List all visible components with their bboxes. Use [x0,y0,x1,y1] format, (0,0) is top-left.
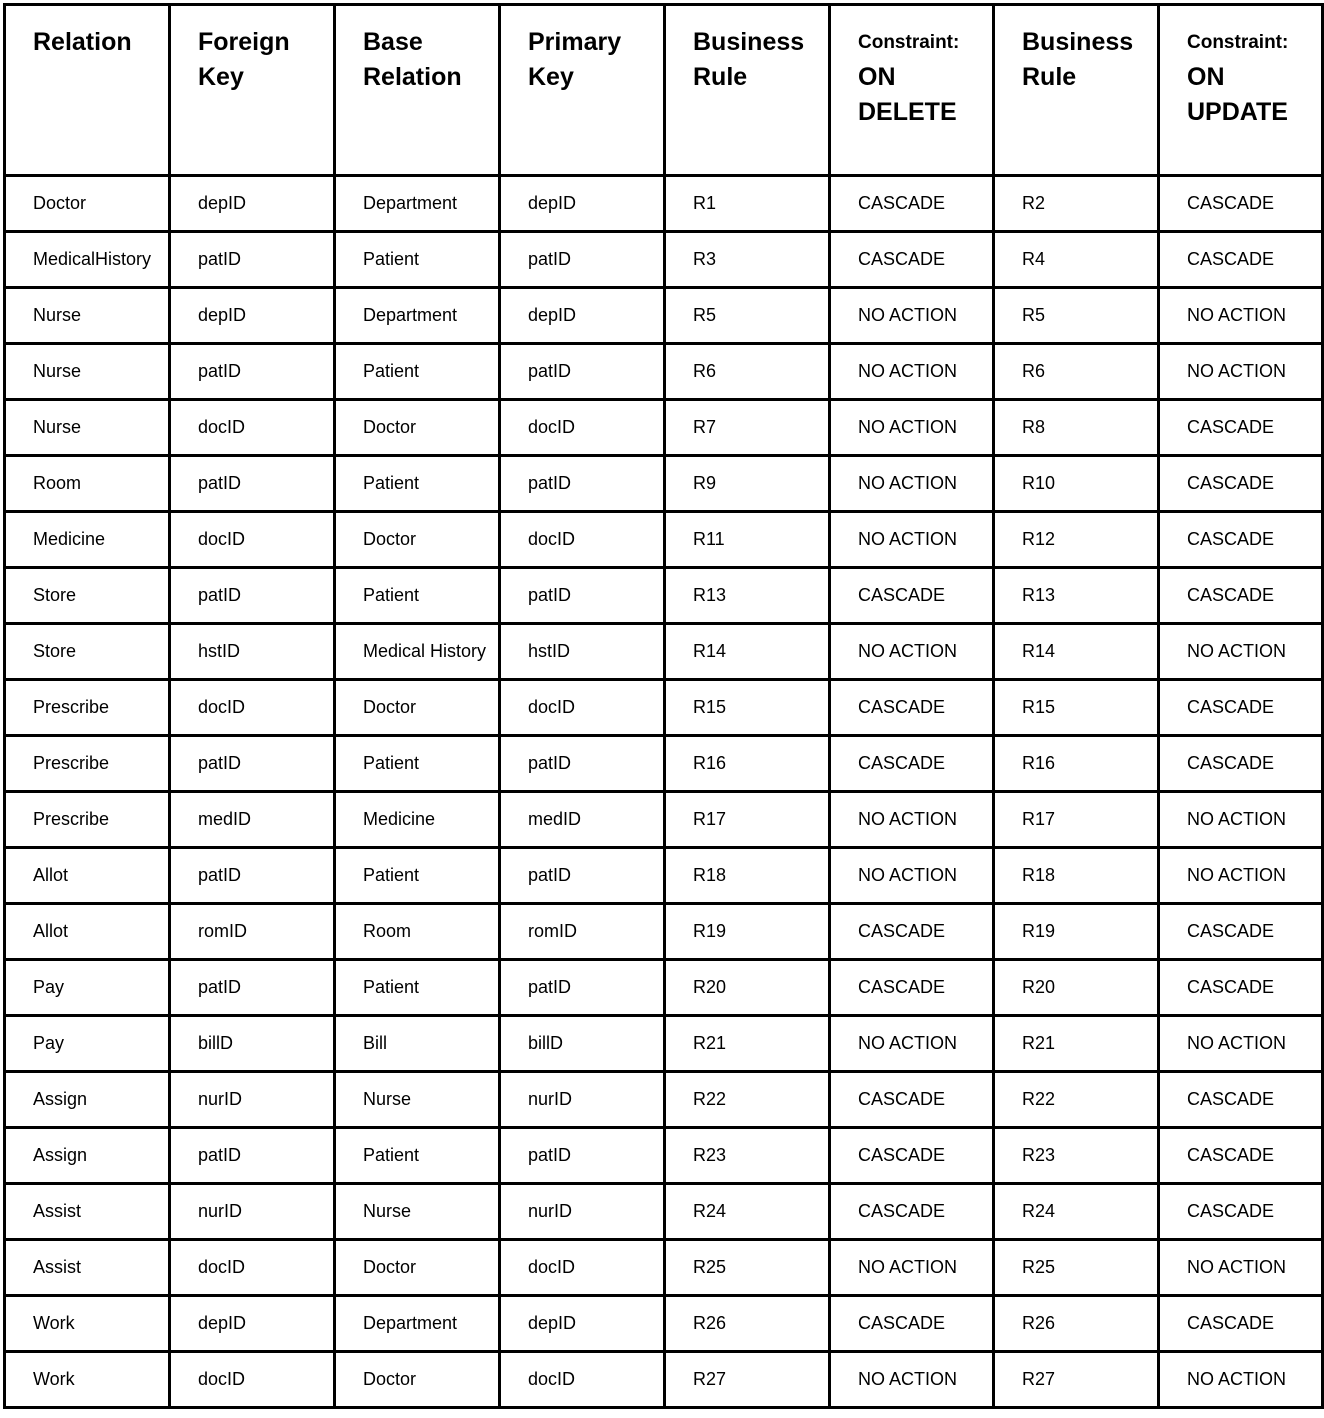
cell-business-rule-delete: R11 [665,512,830,568]
cell-base-relation: Medicine [335,792,500,848]
cell-business-rule-delete: R6 [665,344,830,400]
cell-business-rule-delete: R18 [665,848,830,904]
table-row [5,1072,1323,1128]
cell-business-rule-update: R6 [994,344,1159,400]
cell-relation: Work [5,1352,170,1408]
cell-primary-key: hstID [500,624,665,680]
cell-relation: Assign [5,1072,170,1128]
cell-on-update: CASCADE [1159,680,1323,736]
table-row [5,1240,1323,1296]
cell-business-rule-update: R27 [994,1352,1159,1408]
table-row [5,456,1323,512]
table-row [5,176,1323,232]
table-body [5,176,1323,1408]
cell-business-rule-update: R8 [994,400,1159,456]
cell-on-delete: NO ACTION [830,624,994,680]
cell-business-rule-delete: R25 [665,1240,830,1296]
cell-business-rule-delete: R23 [665,1128,830,1184]
header-foreign-key: Foreign Key [170,5,335,176]
cell-business-rule-delete: R27 [665,1352,830,1408]
cell-base-relation: Department [335,288,500,344]
cell-foreign-key: patID [170,456,335,512]
cell-foreign-key: nurID [170,1072,335,1128]
cell-base-relation: Patient [335,1128,500,1184]
cell-on-update: CASCADE [1159,456,1323,512]
cell-foreign-key: romID [170,904,335,960]
cell-relation: Medicine [5,512,170,568]
cell-on-delete: NO ACTION [830,512,994,568]
cell-business-rule-update: R26 [994,1296,1159,1352]
cell-primary-key: nurID [500,1072,665,1128]
constraint-delete-value: ON DELETE [858,63,957,126]
cell-business-rule-update: R18 [994,848,1159,904]
table-row [5,736,1323,792]
cell-base-relation: Department [335,176,500,232]
cell-relation: Room [5,456,170,512]
cell-relation: Assign [5,1128,170,1184]
cell-on-delete: NO ACTION [830,456,994,512]
cell-business-rule-update: R25 [994,1240,1159,1296]
cell-on-delete: CASCADE [830,1296,994,1352]
cell-relation: Allot [5,848,170,904]
constraint-delete-label: Constraint: [858,32,960,53]
table-row [5,344,1323,400]
cell-foreign-key: depID [170,288,335,344]
table-row [5,288,1323,344]
cell-business-rule-delete: R22 [665,1072,830,1128]
cell-business-rule-update: R15 [994,680,1159,736]
cell-business-rule-update: R17 [994,792,1159,848]
cell-foreign-key: patID [170,568,335,624]
cell-on-delete: NO ACTION [830,344,994,400]
cell-base-relation: Patient [335,960,500,1016]
cell-foreign-key: docID [170,512,335,568]
cell-foreign-key: patID [170,344,335,400]
table-row [5,512,1323,568]
cell-business-rule-update: R10 [994,456,1159,512]
cell-business-rule-update: R2 [994,176,1159,232]
cell-foreign-key: patID [170,848,335,904]
cell-primary-key: billD [500,1016,665,1072]
cell-primary-key: nurID [500,1184,665,1240]
cell-on-update: CASCADE [1159,400,1323,456]
cell-relation: Doctor [5,176,170,232]
cell-relation: Prescribe [5,736,170,792]
cell-on-update: CASCADE [1159,512,1323,568]
table-row [5,680,1323,736]
cell-business-rule-delete: R20 [665,960,830,1016]
cell-base-relation: Patient [335,848,500,904]
cell-on-update: NO ACTION [1159,1240,1323,1296]
cell-primary-key: depID [500,288,665,344]
cell-relation: MedicalHistory [5,232,170,288]
cell-primary-key: depID [500,1296,665,1352]
cell-relation: Prescribe [5,680,170,736]
cell-on-delete: NO ACTION [830,848,994,904]
cell-business-rule-delete: R5 [665,288,830,344]
header-constraint-on-update [1159,5,1323,176]
cell-on-delete: NO ACTION [830,1352,994,1408]
cell-foreign-key: billD [170,1016,335,1072]
cell-primary-key: docID [500,1352,665,1408]
cell-on-update: CASCADE [1159,1128,1323,1184]
cell-foreign-key: medID [170,792,335,848]
cell-relation: Nurse [5,288,170,344]
cell-on-update: CASCADE [1159,960,1323,1016]
cell-business-rule-update: R13 [994,568,1159,624]
cell-on-delete: NO ACTION [830,1240,994,1296]
cell-business-rule-delete: R21 [665,1016,830,1072]
cell-on-update: CASCADE [1159,736,1323,792]
cell-primary-key: patID [500,848,665,904]
cell-foreign-key: hstID [170,624,335,680]
cell-business-rule-delete: R19 [665,904,830,960]
header-business-rule-delete: Business Rule [665,5,830,176]
cell-business-rule-delete: R17 [665,792,830,848]
cell-foreign-key: nurID [170,1184,335,1240]
cell-business-rule-update: R4 [994,232,1159,288]
cell-primary-key: patID [500,960,665,1016]
cell-relation: Nurse [5,344,170,400]
cell-relation: Store [5,624,170,680]
constraint-update-label: Constraint: [1187,32,1289,53]
cell-on-delete: NO ACTION [830,1016,994,1072]
cell-foreign-key: docID [170,400,335,456]
cell-foreign-key: docID [170,1240,335,1296]
cell-primary-key: patID [500,232,665,288]
cell-on-update: CASCADE [1159,1296,1323,1352]
cell-relation: Pay [5,960,170,1016]
cell-foreign-key: patID [170,1128,335,1184]
cell-on-update: NO ACTION [1159,848,1323,904]
cell-foreign-key: docID [170,1352,335,1408]
cell-business-rule-delete: R15 [665,680,830,736]
cell-on-delete: CASCADE [830,680,994,736]
cell-base-relation: Patient [335,344,500,400]
cell-relation: Assist [5,1184,170,1240]
cell-on-delete: CASCADE [830,1072,994,1128]
header-primary-key: Primary Key [500,5,665,176]
header-relation: Relation [5,5,170,176]
cell-base-relation: Patient [335,232,500,288]
cell-relation: Work [5,1296,170,1352]
cell-relation: Nurse [5,400,170,456]
cell-primary-key: docID [500,400,665,456]
cell-base-relation: Medical History [335,624,500,680]
cell-on-delete: CASCADE [830,568,994,624]
cell-on-update: NO ACTION [1159,624,1323,680]
cell-primary-key: medID [500,792,665,848]
cell-business-rule-delete: R26 [665,1296,830,1352]
cell-business-rule-delete: R24 [665,1184,830,1240]
table-row [5,1352,1323,1408]
cell-business-rule-delete: R9 [665,456,830,512]
cell-foreign-key: depID [170,176,335,232]
cell-business-rule-delete: R1 [665,176,830,232]
cell-on-update: NO ACTION [1159,1016,1323,1072]
header-business-rule-update: Business Rule [994,5,1159,176]
cell-base-relation: Bill [335,1016,500,1072]
header-row [5,5,1323,176]
cell-on-update: NO ACTION [1159,792,1323,848]
cell-primary-key: patID [500,344,665,400]
cell-foreign-key: patID [170,736,335,792]
cell-on-delete: NO ACTION [830,400,994,456]
cell-on-delete: CASCADE [830,176,994,232]
cell-base-relation: Patient [335,456,500,512]
foreign-key-constraints-table [3,3,1324,1409]
table-row [5,624,1323,680]
cell-business-rule-update: R22 [994,1072,1159,1128]
cell-base-relation: Doctor [335,512,500,568]
cell-foreign-key: docID [170,680,335,736]
cell-foreign-key: patID [170,960,335,1016]
cell-primary-key: docID [500,680,665,736]
cell-business-rule-delete: R14 [665,624,830,680]
cell-primary-key: romID [500,904,665,960]
table-row [5,848,1323,904]
cell-business-rule-delete: R3 [665,232,830,288]
cell-relation: Allot [5,904,170,960]
cell-primary-key: depID [500,176,665,232]
cell-base-relation: Room [335,904,500,960]
table-row [5,1128,1323,1184]
cell-on-delete: CASCADE [830,232,994,288]
cell-base-relation: Nurse [335,1072,500,1128]
cell-on-delete: CASCADE [830,1128,994,1184]
cell-on-delete: CASCADE [830,960,994,1016]
header-base-relation: Base Relation [335,5,500,176]
cell-business-rule-delete: R13 [665,568,830,624]
cell-primary-key: docID [500,1240,665,1296]
table-row [5,792,1323,848]
header-constraint-on-delete [830,5,994,176]
cell-base-relation: Doctor [335,1352,500,1408]
cell-primary-key: patID [500,568,665,624]
cell-business-rule-delete: R7 [665,400,830,456]
table-row [5,960,1323,1016]
cell-on-update: CASCADE [1159,232,1323,288]
cell-on-update: CASCADE [1159,1184,1323,1240]
table-row [5,232,1323,288]
cell-on-update: NO ACTION [1159,1352,1323,1408]
table-row [5,568,1323,624]
cell-business-rule-update: R21 [994,1016,1159,1072]
cell-on-delete: NO ACTION [830,792,994,848]
cell-on-delete: CASCADE [830,1184,994,1240]
cell-base-relation: Doctor [335,400,500,456]
cell-relation: Pay [5,1016,170,1072]
table-row [5,1296,1323,1352]
cell-business-rule-update: R23 [994,1128,1159,1184]
cell-business-rule-update: R20 [994,960,1159,1016]
table-row [5,1016,1323,1072]
cell-base-relation: Doctor [335,1240,500,1296]
cell-business-rule-update: R14 [994,624,1159,680]
cell-relation: Prescribe [5,792,170,848]
cell-on-delete: NO ACTION [830,288,994,344]
cell-on-delete: CASCADE [830,904,994,960]
constraint-update-value: ON UPDATE [1187,63,1288,126]
cell-on-update: CASCADE [1159,1072,1323,1128]
cell-business-rule-update: R19 [994,904,1159,960]
table-row [5,1184,1323,1240]
cell-relation: Store [5,568,170,624]
cell-base-relation: Patient [335,568,500,624]
cell-business-rule-delete: R16 [665,736,830,792]
cell-foreign-key: depID [170,1296,335,1352]
cell-on-update: NO ACTION [1159,288,1323,344]
cell-foreign-key: patID [170,232,335,288]
table-row [5,904,1323,960]
cell-on-update: CASCADE [1159,904,1323,960]
cell-relation: Assist [5,1240,170,1296]
cell-primary-key: patID [500,1128,665,1184]
cell-base-relation: Patient [335,736,500,792]
cell-primary-key: patID [500,736,665,792]
table-row [5,400,1323,456]
cell-business-rule-update: R5 [994,288,1159,344]
cell-base-relation: Doctor [335,680,500,736]
cell-business-rule-update: R24 [994,1184,1159,1240]
cell-base-relation: Department [335,1296,500,1352]
cell-primary-key: patID [500,456,665,512]
cell-on-update: CASCADE [1159,176,1323,232]
cell-on-update: NO ACTION [1159,344,1323,400]
cell-on-update: CASCADE [1159,568,1323,624]
cell-business-rule-update: R16 [994,736,1159,792]
cell-base-relation: Nurse [335,1184,500,1240]
cell-on-delete: CASCADE [830,736,994,792]
cell-primary-key: docID [500,512,665,568]
cell-business-rule-update: R12 [994,512,1159,568]
